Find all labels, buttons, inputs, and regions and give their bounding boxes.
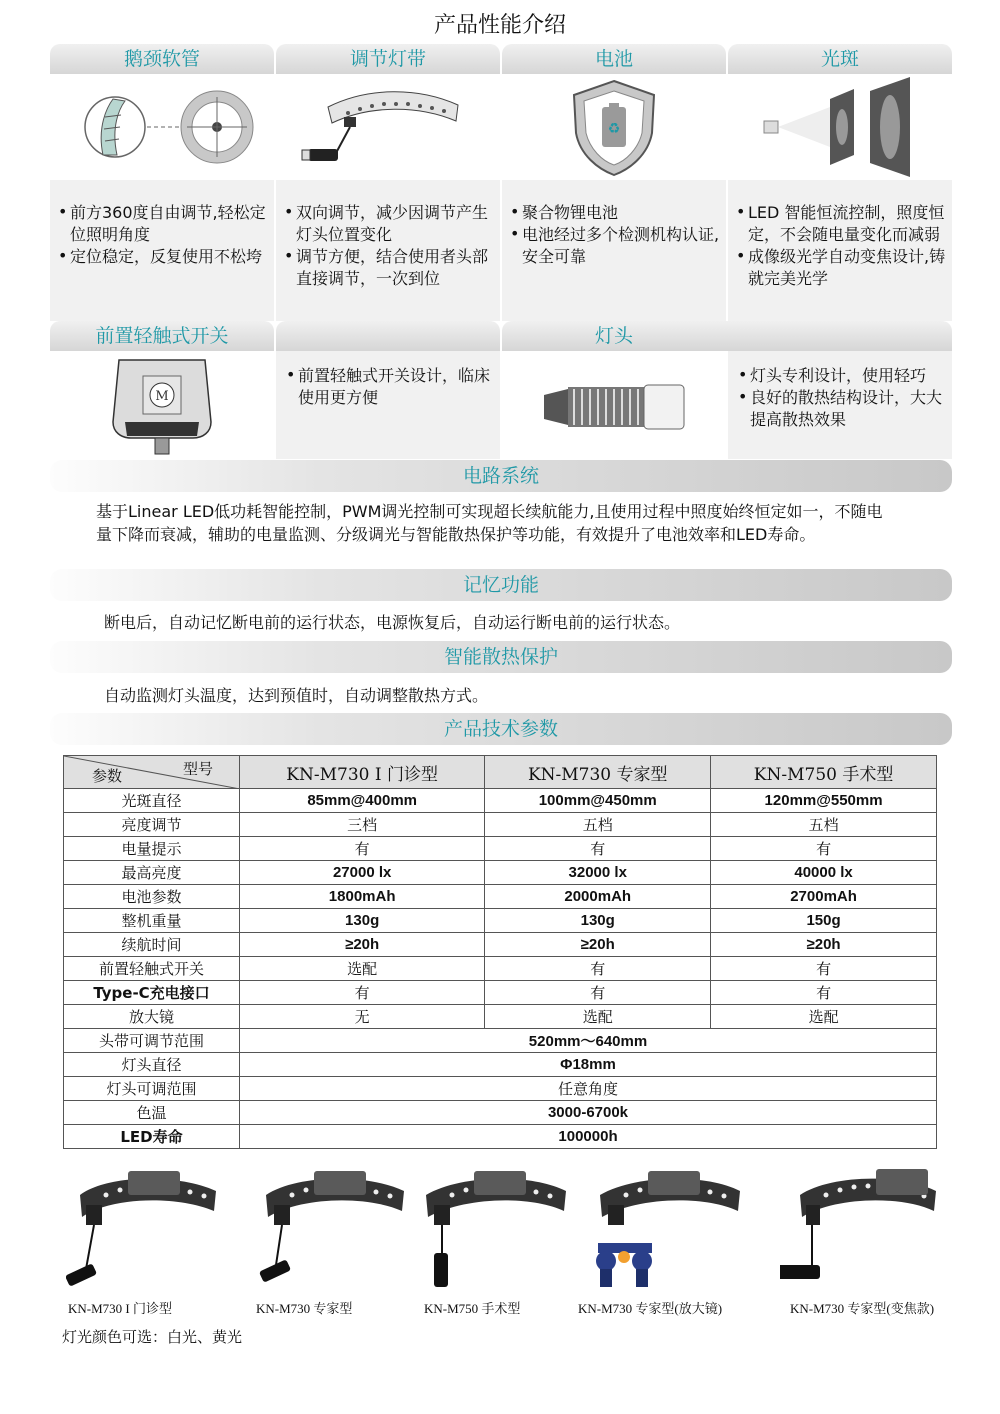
section-text-circuit: 基于Linear LED低功耗智能控制，PWM调光控制可实现超长续航能力,且使用过程中照度始终恒定如一，不随电量下降而衰减，辅助的电量监测、分级调光与智能散热保护等功能，有效提升了电池效率和LED寿命。 <box>96 502 883 544</box>
feature-text-lamphead <box>728 351 952 459</box>
table-row <box>64 1005 937 1029</box>
feature-text-gooseneck <box>50 180 274 321</box>
param-value-cell: 选配 <box>711 1005 937 1029</box>
table-row <box>64 789 937 813</box>
param-name-cell: 灯头直径 <box>64 1053 240 1077</box>
param-value-cell: 有 <box>485 957 711 981</box>
model-header: KN-M750 手术型 <box>711 756 937 789</box>
product-image-m730-clinic <box>66 1165 226 1293</box>
table-row <box>64 1077 937 1101</box>
param-value-cell: 85mm@400mm <box>240 789 485 813</box>
param-value-merged-cell: 3000-6700k <box>240 1101 937 1125</box>
light-spot-image <box>728 74 952 180</box>
param-value-cell: 三档 <box>240 813 485 837</box>
param-name-cell: 整机重量 <box>64 909 240 933</box>
feature-title-spot: 光斑 <box>728 44 952 74</box>
table-row <box>64 933 937 957</box>
param-name-cell: 亮度调节 <box>64 813 240 837</box>
param-value-cell: 有 <box>240 981 485 1005</box>
param-value-cell: 五档 <box>485 813 711 837</box>
param-value-cell: 27000 lx <box>240 861 485 885</box>
param-name-cell: 电池参数 <box>64 885 240 909</box>
product-image-m750-surgical <box>420 1165 580 1293</box>
section-title-specs: 产品技术参数 <box>50 713 952 745</box>
bullet: • 定位稳定，反复使用不松垮 <box>58 246 268 268</box>
product-caption: KN-M730 专家型(变焦款) <box>790 1301 935 1316</box>
param-name-cell: 最高亮度 <box>64 861 240 885</box>
section-title-cooling: 智能散热保护 <box>50 641 952 673</box>
feature-title-switch: 前置轻触式开关 <box>50 321 274 351</box>
feature-title-battery: 电池 <box>502 44 726 74</box>
corner-param-label: 参数 <box>92 767 123 785</box>
param-name-cell: 头带可调节范围 <box>64 1029 240 1053</box>
param-value-cell: 2000mAh <box>485 885 711 909</box>
param-value-cell: 选配 <box>485 1005 711 1029</box>
table-row <box>64 981 937 1005</box>
param-value-cell: 有 <box>711 957 937 981</box>
svg-text:M: M <box>155 389 169 404</box>
product-image-m730-zoom <box>780 1165 940 1293</box>
light-color-note: 灯光颜色可选：白光、黄光 <box>62 1328 243 1346</box>
param-value-cell: 五档 <box>711 813 937 837</box>
product-caption: KN-M750 手术型 <box>424 1301 521 1316</box>
battery-shield-image <box>502 74 726 180</box>
param-value-merged-cell: 任意角度 <box>240 1077 937 1101</box>
param-name-cell: 前置轻触式开关 <box>64 957 240 981</box>
feature-text-switch <box>276 351 500 459</box>
model-header: KN-M730 I 门诊型 <box>240 756 485 789</box>
param-name-cell: 色温 <box>64 1101 240 1125</box>
bullet: • LED 智能恒流控制，照度恒定，不会随电量变化而减弱 <box>736 202 946 246</box>
section-text-cooling: 自动监测灯头温度，达到预值时，自动调整散热方式。 <box>104 686 489 705</box>
param-value-merged-cell: 100000h <box>240 1125 937 1149</box>
feature-title-headband: 调节灯带 <box>276 44 500 74</box>
param-value-cell: 有 <box>711 837 937 861</box>
feature-text-spot <box>728 180 952 321</box>
bullet: • 灯头专利设计，使用轻巧 <box>738 365 946 387</box>
product-image-m730-magnifier <box>594 1165 754 1293</box>
param-value-cell: 2700mAh <box>711 885 937 909</box>
product-caption: KN-M730 专家型(放大镜) <box>578 1301 723 1316</box>
param-value-cell: 有 <box>240 837 485 861</box>
feature-title-gooseneck: 鹅颈软管 <box>50 44 274 74</box>
bullet: • 双向调节，减少因调节产生灯头位置变化 <box>284 202 494 246</box>
lamphead-image <box>502 351 726 459</box>
table-row <box>64 861 937 885</box>
svg-text:♻: ♻ <box>607 121 621 137</box>
param-name-cell: Type-C充电接口 <box>64 981 240 1005</box>
bullet: • 电池经过多个检测机构认证,安全可靠 <box>510 224 720 268</box>
section-title-circuit: 电路系统 <box>50 460 952 492</box>
table-header-row <box>64 756 937 789</box>
product-caption: KN-M730 I 门诊型 <box>68 1301 172 1316</box>
page-title: 产品性能介绍 <box>433 13 566 38</box>
table-row <box>64 1053 937 1077</box>
param-value-cell: 120mm@550mm <box>711 789 937 813</box>
param-name-cell: 续航时间 <box>64 933 240 957</box>
param-value-cell: 选配 <box>240 957 485 981</box>
param-value-merged-cell: 520mm～640mm <box>240 1029 937 1053</box>
bullet: • 调节方便，结合使用者头部直接调节，一次到位 <box>284 246 494 290</box>
param-name-cell: 光斑直径 <box>64 789 240 813</box>
param-value-cell: 32000 lx <box>485 861 711 885</box>
feature-title-lamphead <box>502 321 952 351</box>
table-row <box>64 957 937 981</box>
table-row <box>64 813 937 837</box>
bullet: • 前方360度自由调节,轻松定位照明角度 <box>58 202 268 246</box>
gooseneck-image <box>50 74 274 180</box>
param-name-cell: 放大镜 <box>64 1005 240 1029</box>
bullet: • 良好的散热结构设计，大大提高散热效果 <box>738 387 946 431</box>
lamphead-title-text: 灯头 <box>594 325 633 347</box>
table-corner-cell <box>64 756 240 789</box>
feature-title-blank <box>276 321 500 351</box>
feature-text-battery <box>502 180 726 321</box>
param-value-cell: 40000 lx <box>711 861 937 885</box>
corner-model-label: 型号 <box>182 760 213 778</box>
switch-image <box>50 351 274 459</box>
param-value-merged-cell: Φ18mm <box>240 1053 937 1077</box>
bullet: • 聚合物锂电池 <box>510 202 720 224</box>
table-row <box>64 837 937 861</box>
param-value-cell: ≥20h <box>485 933 711 957</box>
param-name-cell: 电量提示 <box>64 837 240 861</box>
feature-text-headband <box>276 180 500 321</box>
feature-grid-row2 <box>50 321 952 459</box>
spec-table <box>63 755 937 1149</box>
feature-grid-row1 <box>50 44 952 321</box>
param-value-cell: 130g <box>240 909 485 933</box>
param-value-cell: 有 <box>485 981 711 1005</box>
param-value-cell: 130g <box>485 909 711 933</box>
param-value-cell: ≥20h <box>240 933 485 957</box>
param-value-cell: 100mm@450mm <box>485 789 711 813</box>
table-row <box>64 885 937 909</box>
headband-image <box>276 74 500 180</box>
product-caption: KN-M730 专家型 <box>256 1301 353 1316</box>
section-title-memory: 记忆功能 <box>50 569 952 601</box>
param-value-cell: 有 <box>485 837 711 861</box>
param-name-cell: LED寿命 <box>64 1125 240 1149</box>
section-text-memory: 断电后，自动记忆断电前的运行状态，电源恢复后，自动运行断电前的运行状态。 <box>104 613 681 632</box>
bullet: • 前置轻触式开关设计，临床使用更方便 <box>286 365 494 409</box>
bullet: • 成像级光学自动变焦设计,铸就完美光学 <box>736 246 946 290</box>
table-row <box>64 1029 937 1053</box>
param-value-cell: 无 <box>240 1005 485 1029</box>
model-header: KN-M730 专家型 <box>485 756 711 789</box>
table-row <box>64 909 937 933</box>
param-value-cell: 150g <box>711 909 937 933</box>
param-value-cell: 有 <box>711 981 937 1005</box>
param-value-cell: 1800mAh <box>240 885 485 909</box>
table-row <box>64 1101 937 1125</box>
table-row <box>64 1125 937 1149</box>
param-value-cell: ≥20h <box>711 933 937 957</box>
param-name-cell: 灯头可调范围 <box>64 1077 240 1101</box>
product-image-m730-expert <box>256 1165 416 1293</box>
